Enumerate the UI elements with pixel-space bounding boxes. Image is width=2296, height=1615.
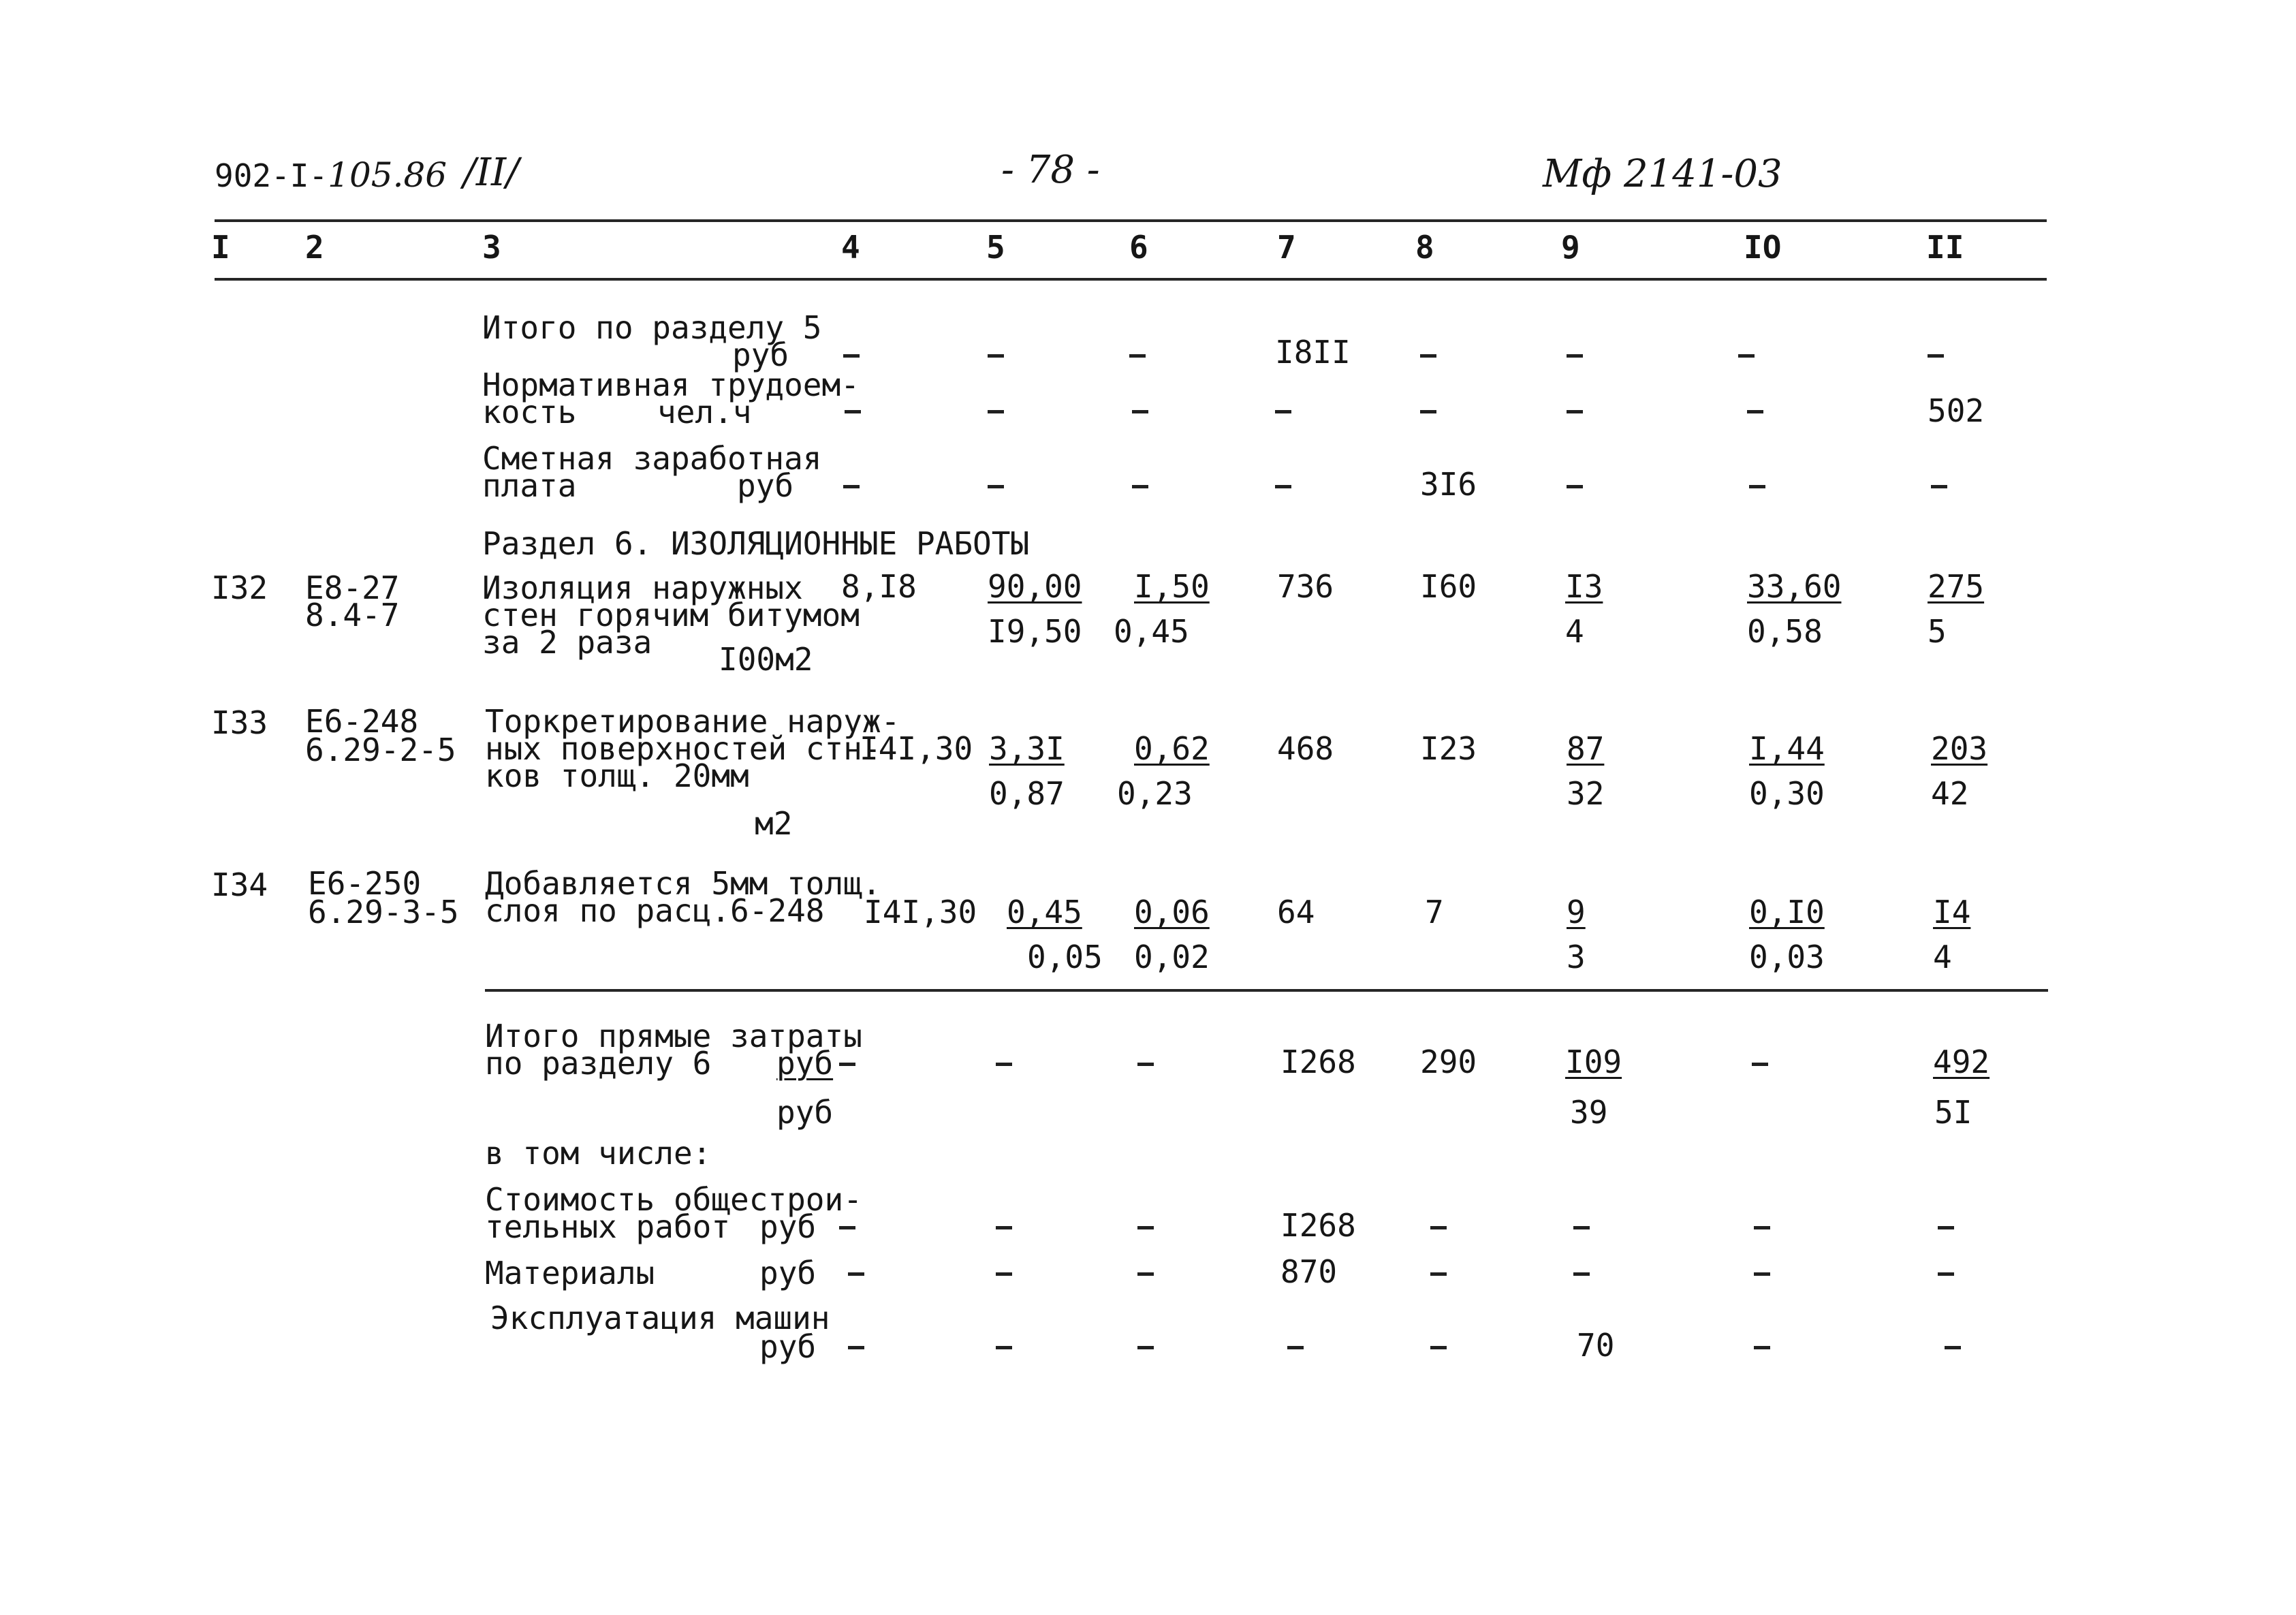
- unit-price-wage: 0,87: [989, 775, 1065, 812]
- work-description: Торкретирование наруж-: [485, 703, 900, 740]
- section6-title: Раздел 6. ИЗОЛЯЦИОННЫЕ РАБОТЫ: [482, 525, 1030, 562]
- direct-costs-label: Итого прямые затраты: [485, 1018, 862, 1054]
- machines-label: Эксплуатация машин: [490, 1300, 830, 1336]
- dash: [1754, 1226, 1770, 1229]
- direct-costs-c9-mech: 39: [1570, 1094, 1608, 1131]
- column-header-7: 7: [1277, 229, 1296, 266]
- rate-code: Е6-250: [308, 865, 422, 902]
- column-header-4: 4: [841, 229, 860, 266]
- inventory-number: Мф 2141-03: [1543, 152, 1782, 196]
- machine-total-wage: 32: [1567, 775, 1605, 812]
- dash: [1945, 1346, 1961, 1349]
- dash: [1567, 410, 1583, 413]
- including-label: в том числе:: [485, 1135, 712, 1172]
- machine-price: I,50: [1134, 568, 1210, 605]
- dash: [1938, 1226, 1954, 1229]
- work-description: Добавляется 5мм толщ.: [485, 865, 881, 902]
- work-description: Изоляция наружных: [482, 569, 803, 606]
- section5-total-unit: руб: [732, 336, 789, 373]
- materials-label: Материалы: [485, 1255, 655, 1291]
- total-wage: 7: [1425, 894, 1444, 930]
- labor-total-mech: 42: [1931, 775, 1969, 812]
- work-description-3: ков толщ. 20мм: [485, 757, 749, 794]
- dash: [843, 354, 860, 358]
- rate-code: Е6-248: [305, 703, 419, 740]
- labor-total: 203: [1931, 730, 1988, 767]
- materials-c7: 870: [1280, 1253, 1338, 1290]
- dash: [1430, 1226, 1447, 1229]
- dash: [1132, 485, 1148, 488]
- column-header-10: IO: [1744, 229, 1782, 266]
- dash: [848, 1272, 864, 1276]
- labor-label-2: кость: [482, 394, 577, 430]
- dash: [1567, 485, 1583, 488]
- dash: [1749, 485, 1765, 488]
- labor-per-unit-mech: 0,30: [1749, 775, 1825, 812]
- dash: [1137, 1226, 1154, 1229]
- direct-costs-label-2: по разделу 6: [485, 1045, 712, 1082]
- total-cost: 468: [1277, 730, 1334, 767]
- row-number: I33: [211, 704, 268, 741]
- labor-total: 275: [1928, 568, 1985, 605]
- wage-label: Сметная заработная: [482, 440, 822, 477]
- dash: [1275, 485, 1291, 488]
- machine-total: 9: [1567, 894, 1586, 930]
- dash: [1754, 1272, 1770, 1276]
- wage-label-2: плата: [482, 467, 577, 504]
- direct-costs-unit: руб: [776, 1045, 834, 1082]
- unit-price-total: 90,00: [988, 568, 1082, 605]
- rate-code: Е8-27: [305, 569, 400, 606]
- dash: [1938, 1272, 1954, 1276]
- construction-c7: I268: [1280, 1207, 1356, 1244]
- machine-wage: 0,02: [1134, 939, 1210, 975]
- dash: [843, 485, 860, 488]
- wage-unit: руб: [737, 467, 794, 504]
- construction-label-2: тельных работ: [485, 1208, 731, 1245]
- wage-c8: 3I6: [1420, 466, 1477, 503]
- column-header-6: 6: [1129, 229, 1148, 266]
- rate-code-2: 6.29-2-5: [305, 732, 456, 768]
- document-code: 902-I-105.86: [215, 155, 447, 195]
- labor-total-mech: 5: [1928, 613, 1947, 650]
- header-top-rule: [215, 219, 2047, 222]
- labor-unit: чел.ч: [657, 394, 752, 430]
- dash: [1420, 354, 1436, 358]
- labor-total-mech: 4: [1933, 939, 1952, 975]
- dash: [848, 1346, 864, 1349]
- dash: [996, 1272, 1012, 1276]
- work-description-2: ных поверхностей стн-: [485, 730, 881, 767]
- dash: [1573, 1272, 1590, 1276]
- labor-label: Нормативная трудоем-: [482, 366, 860, 403]
- section6-total-rule: [485, 989, 2048, 992]
- construction-unit: руб: [759, 1208, 817, 1245]
- machine-total: I3: [1565, 568, 1603, 605]
- machines-unit: руб: [759, 1328, 817, 1365]
- machine-wage: 0,45: [1114, 613, 1189, 650]
- work-unit: I00м2: [719, 641, 813, 678]
- total-wage: I23: [1420, 730, 1477, 767]
- machine-price: 0,62: [1134, 730, 1210, 767]
- construction-label: Стоимость общестрои-: [485, 1181, 862, 1218]
- header-bottom-rule: [215, 278, 2047, 281]
- column-header-3: 3: [482, 229, 501, 266]
- column-header-11: II: [1926, 229, 1964, 266]
- row-number: I34: [211, 866, 268, 903]
- section5-total-label: Итого по разделу 5: [482, 309, 822, 346]
- direct-costs-c7: I268: [1280, 1044, 1356, 1080]
- dash: [839, 1226, 855, 1229]
- dash: [1430, 1272, 1447, 1276]
- direct-costs-c11: 492: [1933, 1044, 1990, 1080]
- rate-code-2: 8.4-7: [305, 597, 400, 633]
- dash: [1747, 410, 1763, 413]
- dash: [996, 1346, 1012, 1349]
- direct-costs-c8: 290: [1420, 1044, 1477, 1080]
- dash: [988, 410, 1004, 413]
- machine-total-wage: 4: [1565, 613, 1584, 650]
- labor-total: I4: [1933, 894, 1971, 930]
- dash: [1132, 410, 1148, 413]
- page-number: - 78 -: [1001, 148, 1100, 192]
- machines-c9: 70: [1577, 1327, 1615, 1364]
- dash: [1137, 1272, 1154, 1276]
- direct-costs-unit-2: руб: [776, 1094, 834, 1131]
- quantity: I4I,30: [860, 730, 973, 767]
- dash: [1275, 410, 1291, 413]
- column-header-8: 8: [1415, 229, 1434, 266]
- unit-price-total: 0,45: [1007, 894, 1082, 930]
- section5-total-c7: I8II: [1275, 334, 1351, 371]
- total-cost: 736: [1277, 568, 1334, 605]
- dash: [1287, 1346, 1304, 1349]
- dash: [1752, 1063, 1768, 1066]
- dash: [1137, 1346, 1154, 1349]
- machine-total-wage: 3: [1567, 939, 1586, 975]
- rate-code-2: 6.29-3-5: [308, 894, 459, 930]
- labor-per-unit: I,44: [1749, 730, 1825, 767]
- machine-total: 87: [1567, 730, 1605, 767]
- part-number: /II/: [463, 151, 519, 195]
- dash: [1931, 485, 1947, 488]
- dash: [1420, 410, 1436, 413]
- unit-price-wage: 0,05: [1027, 939, 1103, 975]
- dash: [1754, 1346, 1770, 1349]
- dash: [1137, 1063, 1154, 1066]
- labor-per-unit-mech: 0,03: [1749, 939, 1825, 975]
- dash: [988, 354, 1004, 358]
- dash: [1928, 354, 1944, 358]
- dash: [1567, 354, 1583, 358]
- unit-price-wage: I9,50: [988, 613, 1082, 650]
- unit-price-total: 3,3I: [989, 730, 1065, 767]
- quantity: I4I,30: [864, 894, 977, 930]
- direct-costs-c11-mech: 5I: [1934, 1094, 1972, 1131]
- machine-price: 0,06: [1134, 894, 1210, 930]
- dash: [839, 1063, 855, 1066]
- dash: [1430, 1346, 1447, 1349]
- column-header-9: 9: [1561, 229, 1580, 266]
- quantity: 8,I8: [841, 568, 917, 605]
- work-unit: м2: [755, 805, 793, 842]
- column-header-5: 5: [986, 229, 1005, 266]
- labor-c11: 502: [1928, 392, 1985, 429]
- dash: [1738, 354, 1755, 358]
- dash: [1129, 354, 1146, 358]
- dash: [988, 485, 1004, 488]
- machine-wage: 0,23: [1117, 775, 1193, 812]
- total-wage: I60: [1420, 568, 1477, 605]
- total-cost: 64: [1277, 894, 1315, 930]
- work-description-2: стен горячим битумом: [482, 597, 860, 633]
- column-header-1: I: [211, 229, 230, 266]
- column-header-2: 2: [305, 229, 324, 266]
- direct-costs-c9: I09: [1565, 1044, 1622, 1080]
- materials-unit: руб: [759, 1255, 817, 1291]
- work-description-2: слоя по расц.6-248: [485, 892, 825, 929]
- labor-per-unit: 0,I0: [1749, 894, 1825, 930]
- row-number: I32: [211, 569, 268, 606]
- dash: [996, 1226, 1012, 1229]
- dash: [1573, 1226, 1590, 1229]
- labor-per-unit-mech: 0,58: [1747, 613, 1823, 650]
- dash: [996, 1063, 1012, 1066]
- dash: [845, 410, 861, 413]
- work-description-3: за 2 раза: [482, 624, 652, 661]
- labor-per-unit: 33,60: [1747, 568, 1842, 605]
